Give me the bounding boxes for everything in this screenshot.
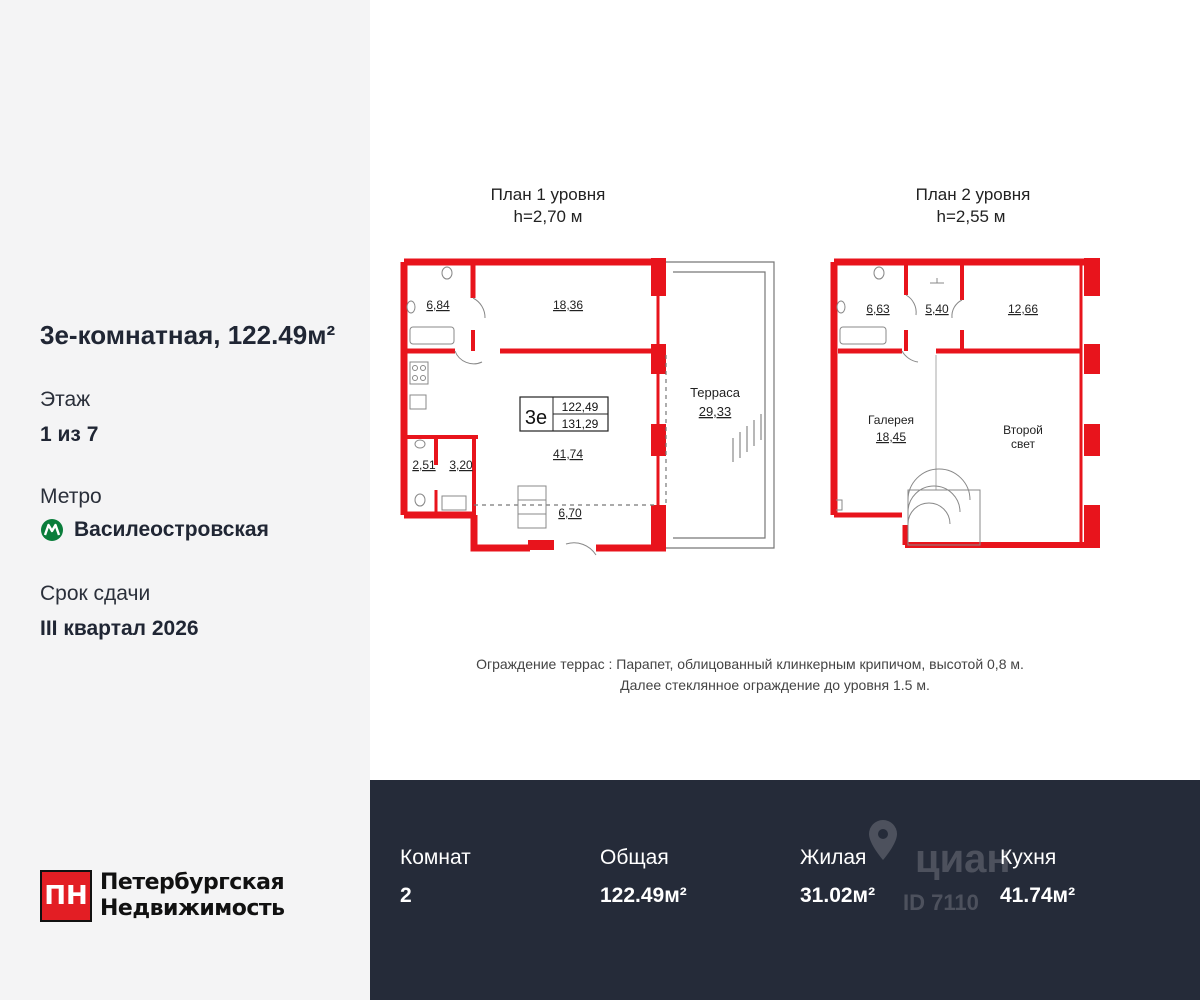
watermark-id: ID 7110 bbox=[903, 890, 979, 915]
stat-kitchen-area bbox=[1000, 846, 1075, 908]
agency-name-line2: Недвижимость bbox=[100, 896, 285, 921]
agency-logo-mark: ПН bbox=[40, 870, 92, 922]
agency-name-line1: Петербургская bbox=[100, 870, 285, 895]
floor-plan-drawing bbox=[370, 0, 1200, 780]
badge-area-total: 122,49 bbox=[561, 400, 599, 414]
stat-rooms-label: Комнат bbox=[400, 846, 471, 869]
deadline-value: III квартал 2026 bbox=[40, 617, 199, 640]
floor-plan-area bbox=[370, 0, 1200, 780]
badge-area-with-terrace: 131,29 bbox=[561, 417, 599, 431]
agency-logo bbox=[40, 870, 285, 922]
room2-area-2: 5,40 bbox=[925, 302, 949, 316]
terrace-area: 29,33 bbox=[698, 404, 732, 419]
level2-columns bbox=[1084, 258, 1100, 547]
room-area-1: 6,84 bbox=[426, 298, 450, 312]
stat-kitchen-area-label: Кухня bbox=[1000, 846, 1057, 869]
second-light-label-1: Второй bbox=[1003, 423, 1043, 437]
metro-row bbox=[40, 518, 269, 542]
stat-rooms-value: 2 bbox=[400, 884, 412, 907]
room-area-4: 2,51 bbox=[412, 458, 436, 472]
stat-total-area bbox=[600, 846, 687, 908]
level1-title: План 1 уровня bbox=[490, 185, 606, 204]
terrace-label: Терраса bbox=[690, 385, 740, 400]
level2-height: h=2,55 м bbox=[936, 207, 1006, 226]
gallery-area: 18,45 bbox=[875, 430, 907, 444]
stat-kitchen-area-value: 41.74м² bbox=[1000, 884, 1076, 907]
second-light-label-2: свет bbox=[1010, 437, 1036, 451]
badge-code: 3е bbox=[524, 407, 548, 429]
stat-living-area-value: 31.02м² bbox=[800, 884, 876, 907]
level1-height: h=2,70 м bbox=[513, 207, 583, 226]
stat-living-area bbox=[800, 846, 875, 908]
stats-bar bbox=[370, 780, 1200, 1000]
room-area-2: 18,36 bbox=[552, 298, 584, 312]
room-area-6: 6,70 bbox=[558, 506, 582, 520]
terrace-note-2: Далее стеклянное ограждение до уровня 1.5 м. bbox=[620, 677, 930, 693]
stat-total-area-value: 122.49м² bbox=[600, 884, 687, 907]
metro-icon bbox=[40, 518, 64, 542]
listing-title: 3е-комнатная, 122.49м² bbox=[40, 320, 336, 350]
floor-value: 1 из 7 bbox=[40, 423, 99, 446]
watermark-brand: циан bbox=[915, 837, 1011, 881]
floor-label: Этаж bbox=[40, 388, 91, 411]
room-area-3: 41,74 bbox=[552, 447, 584, 461]
room-area-5: 3,20 bbox=[449, 458, 473, 472]
level2-fixtures bbox=[836, 267, 980, 545]
stat-total-area-label: Общая bbox=[600, 846, 669, 869]
room2-area-1: 6,63 bbox=[866, 302, 890, 316]
gallery-label: Галерея bbox=[867, 413, 915, 427]
level2-title: План 2 уровня bbox=[915, 185, 1031, 204]
terrace-note-1: Ограждение террас : Парапет, облицованный клинкерным крипичом, высотой 0,8 м. bbox=[476, 656, 1024, 672]
stat-living-area-label: Жилая bbox=[800, 846, 867, 869]
room2-area-3: 12,66 bbox=[1007, 302, 1039, 316]
stat-rooms bbox=[400, 846, 471, 908]
metro-label: Метро bbox=[40, 485, 102, 508]
deadline-label: Срок сдачи bbox=[40, 582, 151, 605]
metro-value: Василеостровская bbox=[74, 518, 269, 541]
